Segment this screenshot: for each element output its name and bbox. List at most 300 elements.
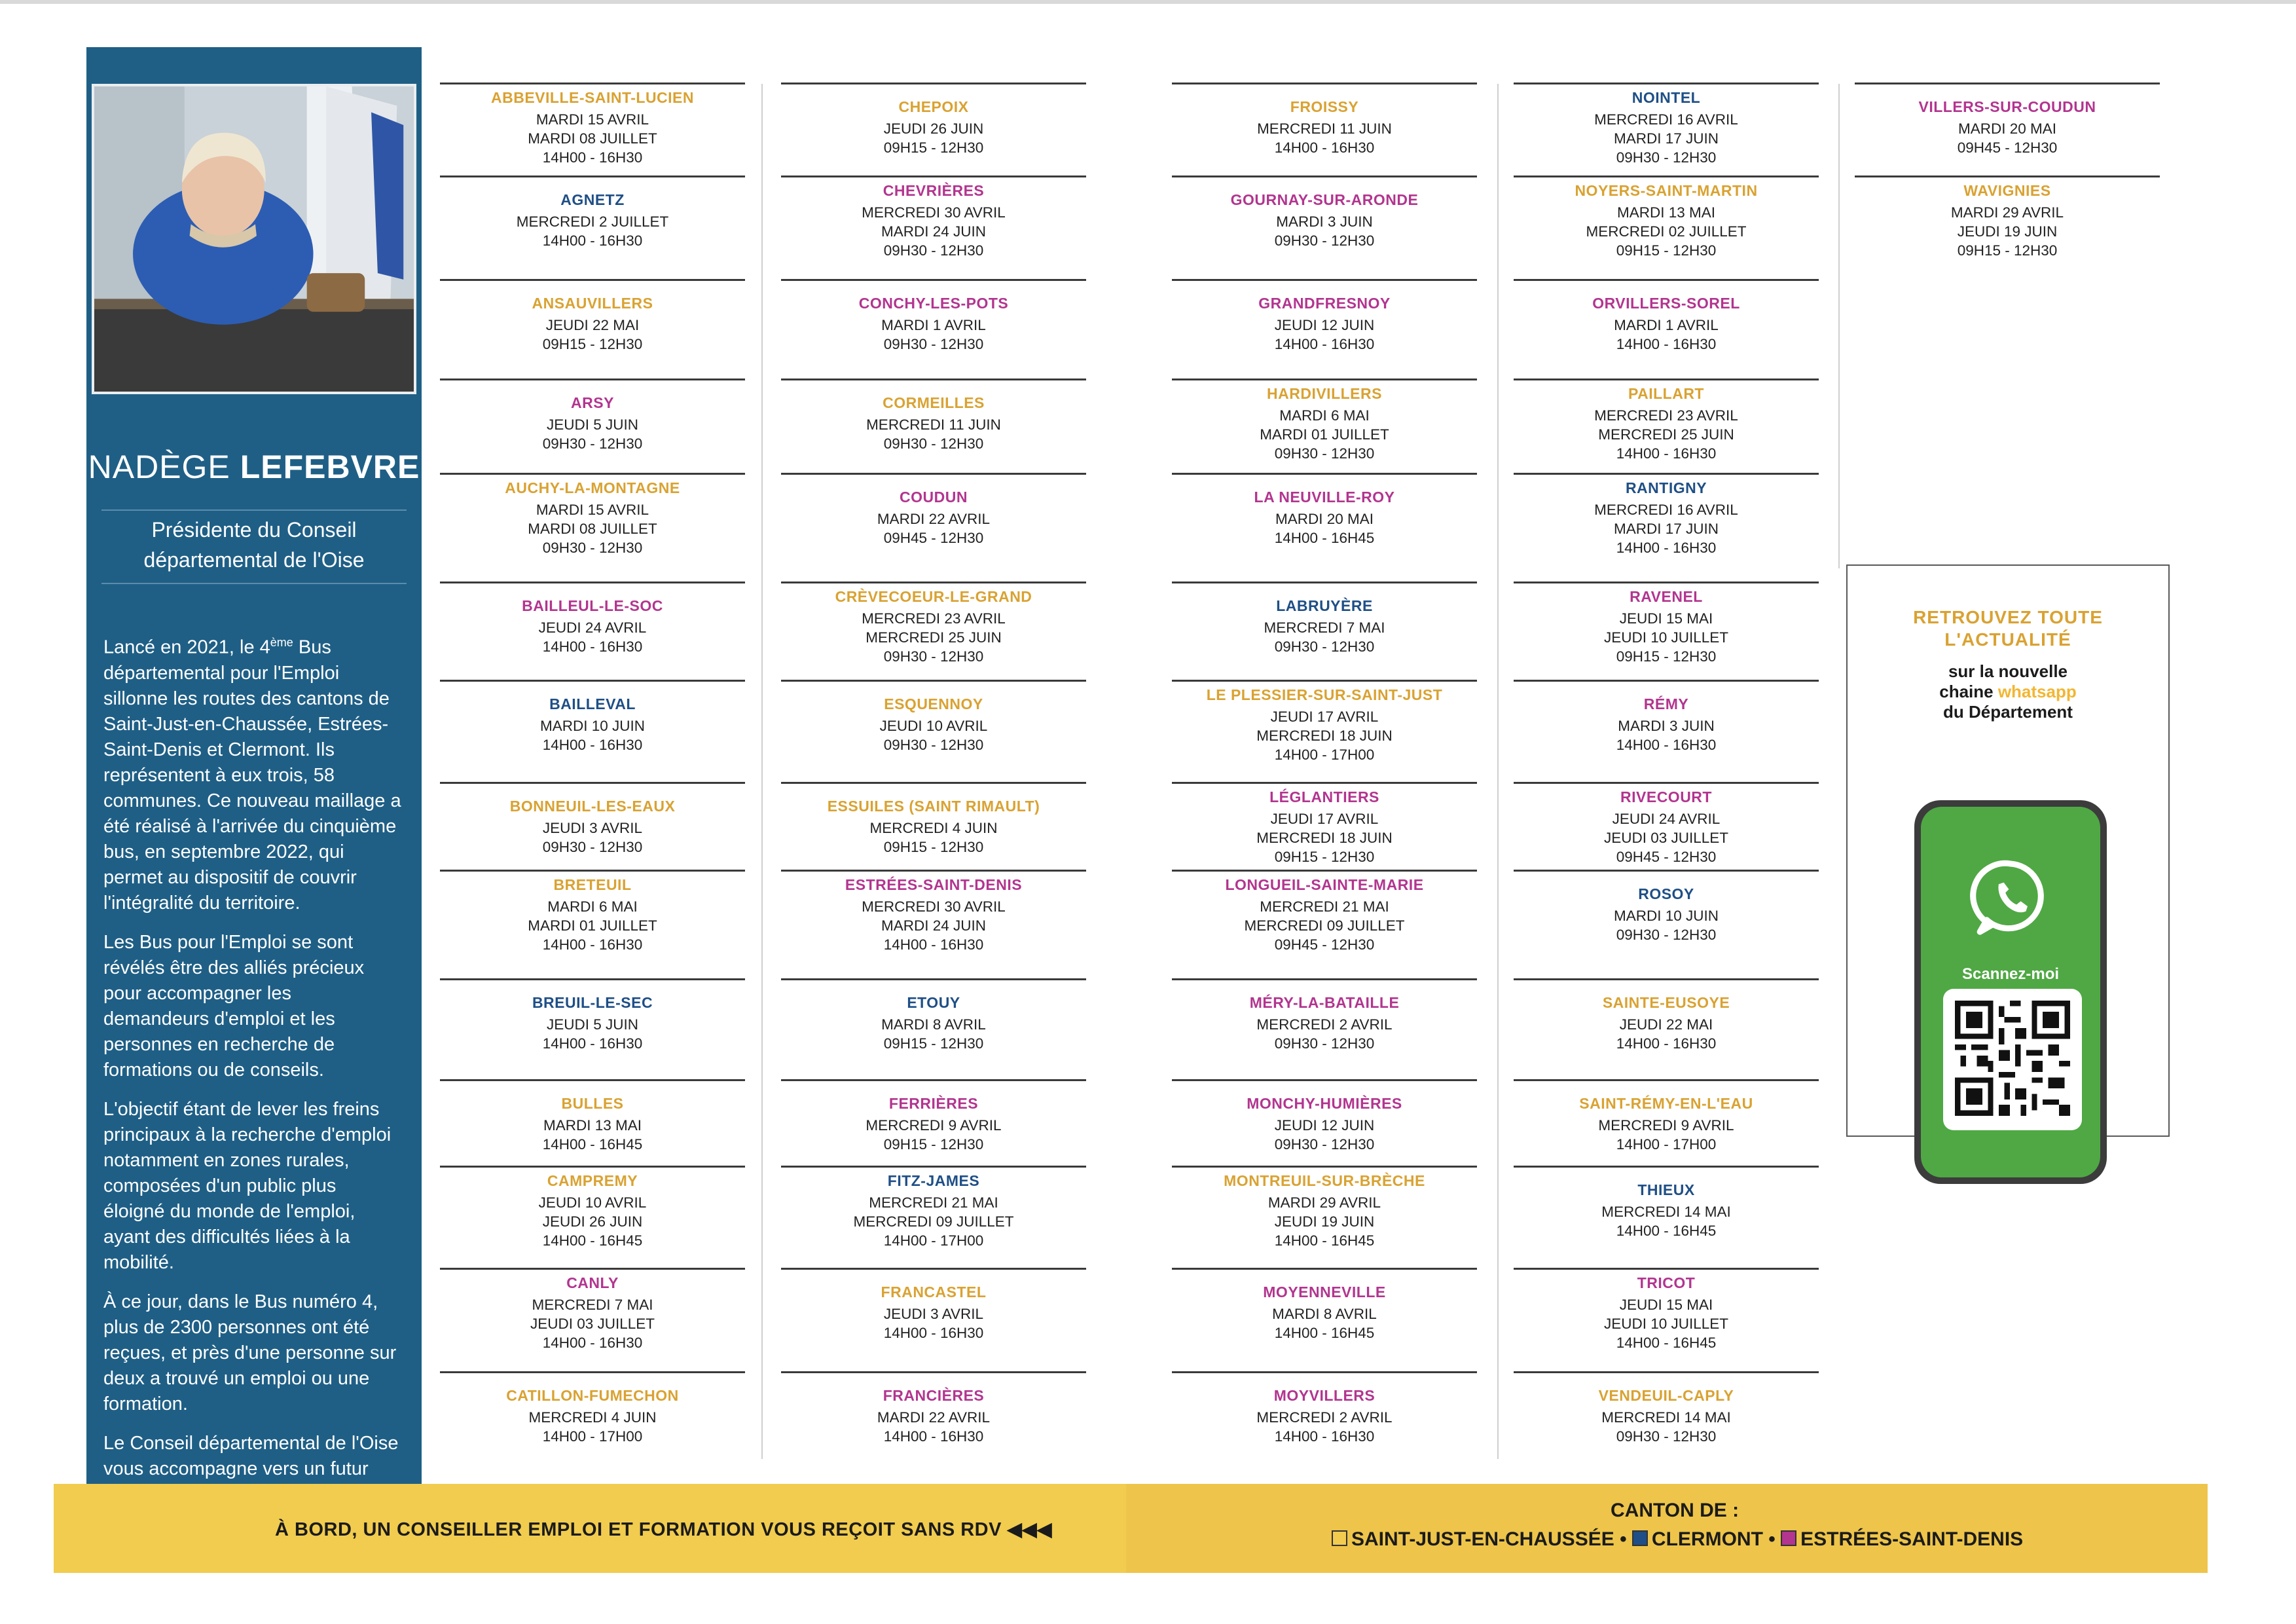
entry-separator: [440, 1371, 745, 1373]
town-name: ESQUENNOY: [884, 695, 983, 712]
visit-date: MARDI 15 AVRIL: [536, 502, 649, 518]
time-slot: 09H30 - 12H30: [1616, 149, 1717, 166]
entry-separator: [781, 1166, 1086, 1168]
canton-legend-title: CANTON DE :: [1611, 1500, 1740, 1521]
entry-separator: [1514, 978, 1819, 980]
whatsapp-highlight: whatsapp: [1997, 682, 2077, 701]
time-slot: 14H00 - 16H30: [542, 149, 643, 166]
time-slot: 09H45 - 12H30: [1274, 936, 1375, 953]
schedule-entry: [440, 1094, 745, 1154]
entry-separator: [440, 279, 745, 281]
visit-date: MERCREDI 16 AVRIL: [1594, 111, 1738, 128]
schedule-entry: [1514, 1094, 1819, 1154]
visit-date: MERCREDI 25 JUIN: [866, 629, 1002, 646]
town-name: BONNEUIL-LES-EAUX: [509, 798, 676, 815]
time-slot: 09H30 - 12H30: [1616, 927, 1717, 943]
entry-separator: [440, 83, 745, 84]
time-slot: 09H45 - 12H30: [883, 530, 984, 546]
visit-date: MERCREDI 18 JUIN: [1256, 830, 1393, 846]
visit-date: MARDI 22 AVRIL: [877, 511, 991, 527]
time-slot: 14H00 - 16H30: [1274, 1428, 1375, 1445]
visit-date: JEUDI 26 JUIN: [883, 120, 984, 137]
whatsapp-sub-line-2: [1846, 682, 2170, 702]
visit-date: MERCREDI 7 MAI: [1264, 619, 1385, 636]
entry-separator: [1172, 870, 1477, 872]
visit-date: MERCREDI 9 AVRIL: [1598, 1117, 1734, 1134]
entry-separator: [1172, 279, 1477, 281]
town-name: RÉMY: [1643, 695, 1689, 712]
time-slot: 14H00 - 16H30: [883, 1428, 984, 1445]
whatsapp-sub-line-2-a: chaine: [1939, 682, 1998, 701]
visit-date: MARDI 15 AVRIL: [536, 111, 649, 128]
entry-separator: [781, 680, 1086, 682]
town-name: COUDUN: [900, 489, 968, 506]
entry-separator: [440, 782, 745, 784]
time-slot: 09H30 - 12H30: [542, 540, 643, 556]
town-name: ORVILLERS-SOREL: [1592, 295, 1740, 312]
town-name: CHEPOIX: [898, 98, 969, 115]
town-name: RIVECOURT: [1620, 788, 1712, 805]
town-name: HARDIVILLERS: [1267, 385, 1382, 402]
visit-date: MERCREDI 30 AVRIL: [862, 898, 1006, 915]
time-slot: 09H15 - 12H30: [883, 1035, 984, 1052]
town-name: ETOUY: [907, 994, 960, 1011]
time-slot: 14H00 - 16H30: [1616, 445, 1717, 462]
entry-separator: [440, 473, 745, 475]
entry-separator: [1514, 175, 1819, 177]
visit-date: JEUDI 22 MAI: [545, 317, 640, 333]
entry-separator: [781, 378, 1086, 380]
visit-date: MERCREDI 23 AVRIL: [862, 610, 1006, 627]
visit-date: MARDI 01 JUILLET: [1260, 426, 1389, 443]
time-slot: 09H15 - 12H30: [542, 336, 643, 352]
entry-separator: [440, 680, 745, 682]
visit-date: MARDI 29 AVRIL: [1267, 1194, 1381, 1211]
time-slot: 09H30 - 12H30: [1274, 445, 1375, 462]
town-name: LA NEUVILLE-ROY: [1254, 489, 1395, 506]
time-slot: 14H00 - 16H30: [883, 936, 984, 953]
town-name: LÉGLANTIERS: [1269, 788, 1379, 805]
visit-date: MERCREDI 11 JUIN: [1257, 120, 1392, 137]
visit-date: MARDI 1 AVRIL: [1614, 317, 1719, 333]
time-slot: 09H30 - 12H30: [883, 242, 984, 259]
entry-separator: [781, 1079, 1086, 1081]
visit-date: JEUDI 3 AVRIL: [883, 1306, 984, 1322]
schedule-entry: [1172, 487, 1477, 547]
time-slot: 09H30 - 12H30: [883, 435, 984, 452]
time-slot: 14H00 - 16H30: [1616, 336, 1717, 352]
schedule-entry: [1172, 596, 1477, 656]
entry-separator: [1172, 1079, 1477, 1081]
schedule-entry: [1514, 1386, 1819, 1446]
town-name: BRETEUIL: [553, 876, 632, 893]
town-name: ESTRÉES-SAINT-DENIS: [845, 876, 1023, 893]
visit-date: JEUDI 10 JUILLET: [1603, 1316, 1729, 1332]
entry-separator: [440, 378, 745, 380]
town-name: FITZ-JAMES: [887, 1172, 980, 1189]
legend-canton-2: CLERMONT: [1651, 1528, 1763, 1550]
time-slot: 14H00 - 16H30: [542, 936, 643, 953]
entry-separator: [781, 782, 1086, 784]
town-name: GOURNAY-SUR-ARONDE: [1230, 191, 1419, 208]
column-divider: [761, 84, 763, 1459]
schedule-entry: [1172, 1282, 1477, 1342]
entry-separator: [440, 1166, 745, 1168]
entry-separator: [440, 581, 745, 583]
visit-date: JEUDI 24 AVRIL: [538, 619, 647, 636]
entry-separator: [440, 978, 745, 980]
visit-date: MERCREDI 14 MAI: [1601, 1409, 1731, 1426]
time-slot: 09H30 - 12H30: [883, 336, 984, 352]
visit-date: MERCREDI 7 MAI: [532, 1297, 653, 1313]
whatsapp-sub-line-3: du Département: [1943, 702, 2073, 722]
entry-separator: [1172, 978, 1477, 980]
town-name: FRANCIÈRES: [883, 1387, 985, 1404]
schedule-entry: [1514, 787, 1819, 866]
town-name: CAMPREMY: [547, 1172, 638, 1189]
schedule-entry: [1514, 293, 1819, 354]
town-name: ARSY: [571, 394, 614, 411]
time-slot: 14H00 - 16H30: [542, 1335, 643, 1351]
legend-canton-1: SAINT-JUST-EN-CHAUSSÉE: [1351, 1528, 1614, 1550]
schedule-entry: [781, 875, 1086, 954]
time-slot: 09H30 - 12H30: [883, 648, 984, 665]
legend-canton-3: ESTRÉES-SAINT-DENIS: [1800, 1528, 2024, 1550]
schedule-entry: [1514, 181, 1819, 260]
whatsapp-title: [1846, 606, 2170, 651]
town-name: MOYENNEVILLE: [1263, 1283, 1386, 1301]
town-name: LABRUYÈRE: [1276, 597, 1373, 614]
visit-date: MARDI 22 AVRIL: [877, 1409, 991, 1426]
time-slot: 09H45 - 12H30: [1957, 139, 2058, 156]
town-name: ANSAUVILLERS: [532, 295, 653, 312]
entry-separator: [781, 83, 1086, 84]
schedule-entry: [1855, 181, 2160, 260]
intro-paragraph-3: L'objectif étant de lever les freins principaux à la recherche d'emploi notamment en zones rurales, composées d'un public plus éloigné du monde de l'emploi, ayant des difficultés liées à la mobilité.: [103, 1098, 392, 1273]
column-divider: [1497, 84, 1499, 1459]
time-slot: 14H00 - 16H45: [1274, 1232, 1375, 1249]
whatsapp-icon: [1968, 855, 2053, 940]
entry-separator: [1172, 1371, 1477, 1373]
time-slot: 14H00 - 17H00: [1274, 747, 1375, 763]
schedule-entry: [781, 587, 1086, 666]
legend-swatch-pink: [1781, 1530, 1796, 1546]
town-name: MÉRY-LA-BATAILLE: [1249, 994, 1400, 1011]
entry-separator: [440, 175, 745, 177]
town-name: MOYVILLERS: [1273, 1387, 1376, 1404]
visit-date: MARDI 17 JUIN: [1613, 521, 1719, 537]
town-name: CORMEILLES: [883, 394, 985, 411]
schedule-entry: [781, 393, 1086, 453]
visit-date: MERCREDI 4 JUIN: [869, 820, 998, 836]
time-slot: 09H15 - 12H30: [1957, 242, 2058, 259]
visit-date: MERCREDI 2 AVRIL: [1256, 1409, 1393, 1426]
schedule-entry: [440, 694, 745, 754]
time-slot: 09H15 - 12H30: [1616, 648, 1717, 665]
town-name: CANLY: [566, 1274, 619, 1291]
visit-date: MARDI 6 MAI: [547, 898, 638, 915]
entry-separator: [781, 473, 1086, 475]
time-slot: 09H30 - 12H30: [542, 839, 643, 855]
visit-date: JEUDI 24 AVRIL: [1612, 811, 1721, 827]
schedule-entry: [781, 796, 1086, 857]
town-name: LONGUEIL-SAINTE-MARIE: [1225, 876, 1424, 893]
intro-p1-sup: ème: [270, 636, 293, 649]
schedule-entry: [1172, 190, 1477, 250]
town-name: BAILLEUL-LE-SOC: [522, 597, 663, 614]
visit-date: MARDI 6 MAI: [1279, 407, 1370, 424]
visit-date: MERCREDI 16 AVRIL: [1594, 502, 1738, 518]
schedule-entry: [440, 1386, 745, 1446]
visit-date: MERCREDI 25 JUIN: [1598, 426, 1734, 443]
intro-paragraph-5: Le Conseil départemental de l'Oise vous accompagne vers un futur: [103, 1432, 399, 1479]
schedule-entry: [1514, 694, 1819, 754]
visit-date: MARDI 8 AVRIL: [1272, 1306, 1377, 1322]
time-slot: 09H30 - 12H30: [883, 737, 984, 753]
entry-separator: [1855, 83, 2160, 84]
schedule-entry: [781, 1171, 1086, 1250]
whatsapp-subtitle: [1846, 661, 2170, 722]
intro-p1-b: Bus départemental pour l'Emploi sillonne les routes des cantons de Saint-Just-en-Chaussée, Estrées-Saint-Denis et Clermont. Ils représentent à eux trois, 58 communes. Ce nouveau maillage a été réalisé à l'arrivée du cinquième bus, en septembre 2022, qui permet au dispositif de couvrir l'intégralité du territoire.: [103, 637, 401, 913]
entry-separator: [1855, 175, 2160, 177]
time-slot: 09H30 - 12H30: [1274, 1035, 1375, 1052]
visit-date: JEUDI 5 JUIN: [546, 416, 639, 433]
entry-separator: [1514, 473, 1819, 475]
schedule-entry: [1514, 587, 1819, 666]
intro-p1-a: Lancé en 2021, le 4: [103, 637, 270, 658]
schedule-entry: [1514, 478, 1819, 557]
time-slot: 09H30 - 12H30: [1274, 638, 1375, 655]
entry-separator: [781, 175, 1086, 177]
visit-date: JEUDI 15 MAI: [1619, 1297, 1713, 1313]
column-divider: [1838, 84, 1840, 568]
visit-date: MARDI 10 JUIN: [539, 718, 646, 734]
visit-date: MARDI 3 JUIN: [1618, 718, 1715, 734]
schedule-entry: [781, 1282, 1086, 1342]
visit-date: MERCREDI 14 MAI: [1601, 1204, 1731, 1220]
entry-separator: [1514, 581, 1819, 583]
entry-separator: [1172, 378, 1477, 380]
town-name: ABBEVILLE-SAINT-LUCIEN: [491, 89, 694, 106]
town-name: GRANDFRESNOY: [1258, 295, 1391, 312]
time-slot: 09H30 - 12H30: [1274, 1136, 1375, 1153]
town-name: AGNETZ: [560, 191, 625, 208]
time-slot: 09H15 - 12H30: [1616, 242, 1717, 259]
entry-separator: [1172, 473, 1477, 475]
schedule-entry: [1514, 993, 1819, 1053]
visit-date: JEUDI 19 JUIN: [1957, 223, 2058, 240]
legend-swatch-yellow: [1332, 1530, 1347, 1546]
schedule-entry: [1514, 1273, 1819, 1352]
town-name: MONTREUIL-SUR-BRÈCHE: [1224, 1172, 1425, 1189]
entry-separator: [1172, 175, 1477, 177]
entry-separator: [440, 870, 745, 872]
president-photo: [92, 84, 416, 394]
visit-date: JEUDI 10 JUILLET: [1603, 629, 1729, 646]
divider-top: [101, 509, 407, 511]
time-slot: 14H00 - 17H00: [1616, 1136, 1717, 1153]
entry-separator: [1514, 782, 1819, 784]
schedule-entry: [1514, 1180, 1819, 1240]
schedule-entry: [781, 694, 1086, 754]
visit-date: MARDI 13 MAI: [1616, 204, 1716, 221]
canton-legend: [1332, 1528, 2023, 1551]
legend-separator-2: •: [1768, 1528, 1776, 1550]
whatsapp-sub-line-1: sur la nouvelle: [1948, 661, 2068, 681]
intro-paragraph-1: [103, 630, 402, 916]
town-name: BREUIL-LE-SEC: [532, 994, 653, 1011]
time-slot: 09H15 - 12H30: [883, 1136, 984, 1153]
time-slot: 14H00 - 16H45: [1616, 1335, 1717, 1351]
time-slot: 14H00 - 16H30: [1274, 139, 1375, 156]
president-role: [86, 515, 422, 575]
entry-separator: [1514, 378, 1819, 380]
entry-separator: [1514, 83, 1819, 84]
schedule-entry: [1172, 293, 1477, 354]
visit-date: MERCREDI 21 MAI: [1260, 898, 1389, 915]
town-name: FROISSY: [1290, 98, 1359, 115]
visit-date: MARDI 10 JUIN: [1613, 908, 1719, 924]
entry-separator: [1172, 1166, 1477, 1168]
visit-date: MARDI 13 MAI: [543, 1117, 642, 1134]
town-name: BAILLEVAL: [549, 695, 636, 712]
entry-separator: [1514, 1166, 1819, 1168]
visit-date: MERCREDI 23 AVRIL: [1594, 407, 1738, 424]
schedule-entry: [781, 993, 1086, 1053]
town-name: RAVENEL: [1630, 588, 1703, 605]
town-name: NOINTEL: [1631, 89, 1701, 106]
visit-date: JEUDI 22 MAI: [1619, 1016, 1713, 1033]
time-slot: 14H00 - 16H30: [1616, 737, 1717, 753]
visit-date: MARDI 20 MAI: [1275, 511, 1374, 527]
schedule-entry: [781, 181, 1086, 260]
time-slot: 14H00 - 16H45: [1616, 1223, 1717, 1239]
town-name: LE PLESSIER-SUR-SAINT-JUST: [1206, 686, 1443, 703]
entry-separator: [1514, 1371, 1819, 1373]
time-slot: 14H00 - 17H00: [542, 1428, 643, 1445]
entry-separator: [440, 1079, 745, 1081]
time-slot: 14H00 - 16H30: [1616, 540, 1717, 556]
banner-slogan: À BORD, UN CONSEILLER EMPLOI ET FORMATION VOUS REÇOIT SANS RDV ◀◀◀: [275, 1519, 1052, 1540]
visit-date: MARDI 01 JUILLET: [528, 917, 657, 934]
schedule-entry: [440, 993, 745, 1053]
visit-date: JEUDI 15 MAI: [1619, 610, 1713, 627]
role-line-1: Présidente du Conseil: [151, 518, 357, 542]
visit-date: MARDI 20 MAI: [1958, 120, 2057, 137]
schedule-entry: [1172, 1171, 1477, 1250]
legend-separator-1: •: [1620, 1528, 1627, 1550]
time-slot: 14H00 - 16H30: [542, 638, 643, 655]
visit-date: MERCREDI 18 JUIN: [1256, 728, 1393, 744]
time-slot: 14H00 - 16H45: [542, 1136, 643, 1153]
time-slot: 09H30 - 12H30: [1274, 232, 1375, 249]
visit-date: MERCREDI 9 AVRIL: [866, 1117, 1002, 1134]
qr-code[interactable]: [1943, 989, 2082, 1130]
schedule-entry: [781, 487, 1086, 547]
time-slot: 14H00 - 16H45: [1274, 530, 1375, 546]
time-slot: 14H00 - 16H45: [542, 1232, 643, 1249]
time-slot: 09H30 - 12H30: [1616, 1428, 1717, 1445]
visit-date: MERCREDI 09 JUILLET: [1244, 917, 1405, 934]
entry-separator: [781, 1268, 1086, 1270]
schedule-entry: [440, 875, 745, 954]
entry-separator: [440, 1268, 745, 1270]
schedule-entry: [1855, 97, 2160, 157]
entry-separator: [1172, 83, 1477, 84]
town-name: WAVIGNIES: [1963, 182, 2051, 199]
legend-swatch-blue: [1632, 1530, 1648, 1546]
visit-date: MERCREDI 02 JUILLET: [1586, 223, 1747, 240]
visit-date: JEUDI 19 JUIN: [1274, 1213, 1375, 1230]
schedule-entry: [1172, 1386, 1477, 1446]
schedule-entry: [440, 293, 745, 354]
town-name: NOYERS-SAINT-MARTIN: [1575, 182, 1758, 199]
schedule-entry: [1514, 88, 1819, 167]
visit-date: JEUDI 3 AVRIL: [542, 820, 643, 836]
schedule-entry: [440, 796, 745, 857]
schedule-entry: [1514, 884, 1819, 944]
town-name: BULLES: [561, 1095, 624, 1112]
town-name: RANTIGNY: [1625, 479, 1707, 496]
entry-separator: [781, 870, 1086, 872]
schedule-entry: [781, 293, 1086, 354]
role-line-2: départemental de l'Oise: [143, 548, 365, 572]
entry-separator: [1514, 870, 1819, 872]
visit-date: JEUDI 26 JUIN: [542, 1213, 643, 1230]
schedule-entry: [1172, 787, 1477, 866]
time-slot: 09H30 - 12H30: [542, 435, 643, 452]
president-first-name: NADÈGE: [88, 449, 230, 485]
visit-date: MARDI 17 JUIN: [1613, 130, 1719, 147]
entry-separator: [1514, 279, 1819, 281]
intro-text: [103, 630, 402, 1547]
visit-date: MARDI 08 JUILLET: [528, 521, 657, 537]
entry-separator: [1514, 680, 1819, 682]
visit-date: JEUDI 03 JUILLET: [530, 1316, 655, 1332]
visit-date: MARDI 8 AVRIL: [881, 1016, 986, 1033]
president-last-name: LEFEBVRE: [240, 449, 420, 485]
qr-code-pattern: [1955, 1001, 2070, 1116]
schedule-entry: [1172, 384, 1477, 463]
time-slot: 09H45 - 12H30: [1616, 849, 1717, 865]
visit-date: MERCREDI 21 MAI: [869, 1194, 998, 1211]
schedule-entry: [440, 596, 745, 656]
visit-date: JEUDI 5 JUIN: [546, 1016, 639, 1033]
time-slot: 14H00 - 16H30: [883, 1325, 984, 1341]
visit-date: MARDI 24 JUIN: [881, 223, 987, 240]
entry-separator: [1172, 782, 1477, 784]
schedule-entry: [1172, 875, 1477, 954]
whatsapp-title-line-1: RETROUVEZ TOUTE: [1913, 607, 2103, 627]
visit-date: JEUDI 12 JUIN: [1274, 317, 1375, 333]
visit-date: MERCREDI 30 AVRIL: [862, 204, 1006, 221]
whatsapp-title-line-2: L'ACTUALITÉ: [1944, 629, 2071, 650]
time-slot: 14H00 - 16H30: [542, 232, 643, 249]
time-slot: 14H00 - 16H30: [1274, 336, 1375, 352]
scan-label: Scannez-moi: [1961, 965, 2060, 983]
entry-separator: [781, 1371, 1086, 1373]
schedule-entry: [440, 1171, 745, 1250]
visit-date: MARDI 3 JUIN: [1276, 213, 1373, 230]
intro-paragraph-4: À ce jour, dans le Bus numéro 4, plus de 2300 personnes ont été reçues, et près d'une personne sur deux a trouvé un emploi ou une formation.: [103, 1291, 397, 1414]
schedule-entry: [1514, 384, 1819, 463]
divider-bottom: [101, 583, 407, 584]
town-name: CRÈVECOEUR-LE-GRAND: [835, 588, 1032, 605]
schedule-entry: [440, 190, 745, 250]
visit-date: MARDI 24 JUIN: [881, 917, 987, 934]
town-name: ROSOY: [1638, 885, 1694, 902]
president-name: [86, 448, 422, 486]
